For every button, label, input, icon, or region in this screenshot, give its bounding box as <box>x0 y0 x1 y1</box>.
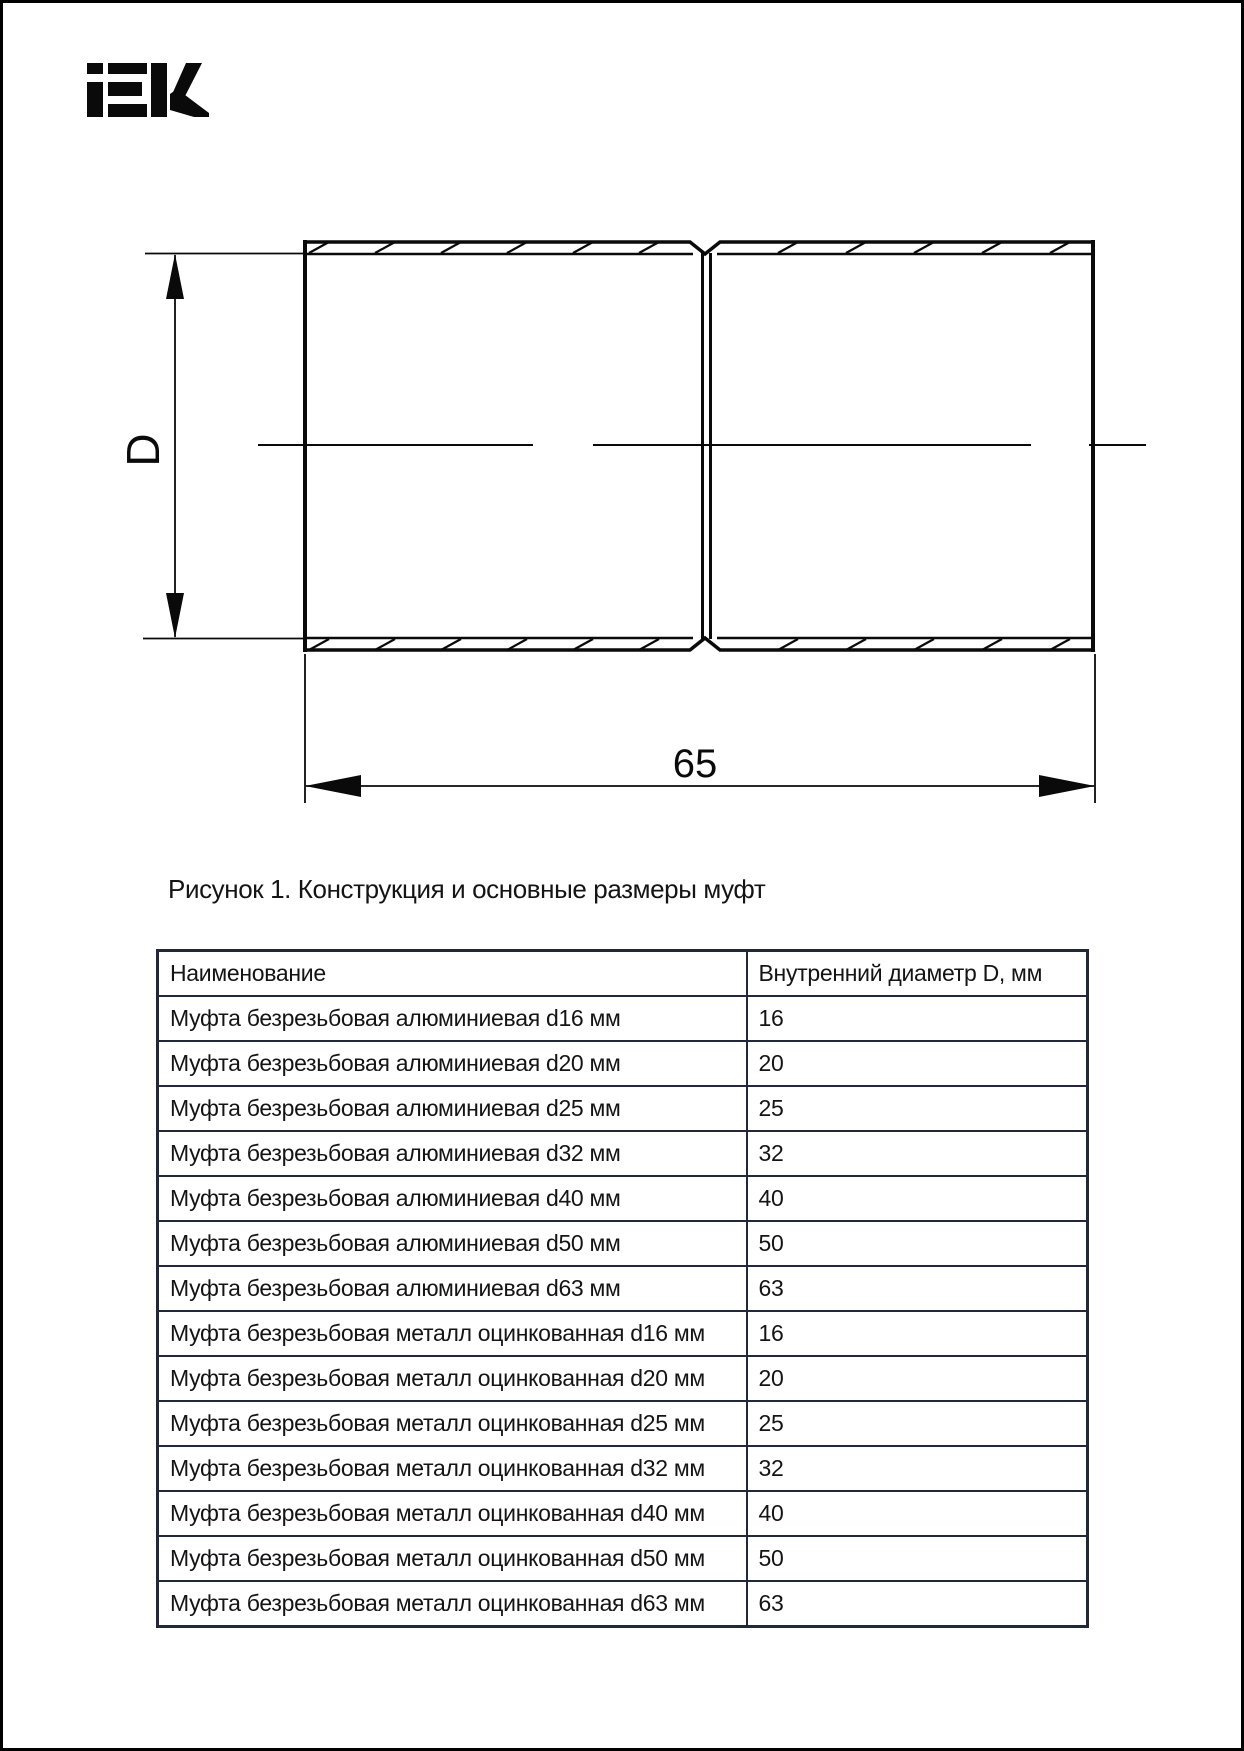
diameter-cell: 20 <box>747 1356 1088 1401</box>
figure-caption: Рисунок 1. Конструкция и основные размеры муфт <box>168 874 766 904</box>
table-row <box>158 996 1088 1041</box>
table-row <box>158 1581 1088 1627</box>
table-row <box>158 1401 1088 1446</box>
product-name-cell: Муфта безрезьбовая алюминиевая d32 мм <box>158 1131 747 1176</box>
diameter-cell: 25 <box>747 1086 1088 1131</box>
diameter-cell: 63 <box>747 1266 1088 1311</box>
product-name-cell: Муфта безрезьбовая алюминиевая d16 мм <box>158 996 747 1041</box>
col-header-name: Наименование <box>158 951 747 997</box>
col-header-diameter: Внутренний диаметр D, мм <box>747 951 1088 997</box>
product-name-cell: Муфта безрезьбовая металл оцинкованная d16 мм <box>158 1311 747 1356</box>
product-name-cell: Муфта безрезьбовая металл оцинкованная d63 мм <box>158 1581 747 1627</box>
product-name-cell: Муфта безрезьбовая металл оцинкованная d50 мм <box>158 1536 747 1581</box>
diameter-cell: 50 <box>747 1536 1088 1581</box>
product-name-cell: Муфта безрезьбовая алюминиевая d63 мм <box>158 1266 747 1311</box>
diameter-cell: 20 <box>747 1041 1088 1086</box>
product-name-cell: Муфта безрезьбовая алюминиевая d20 мм <box>158 1041 747 1086</box>
diameter-cell: 63 <box>747 1581 1088 1627</box>
diameter-cell: 40 <box>747 1176 1088 1221</box>
diameter-cell: 16 <box>747 1311 1088 1356</box>
product-name-cell: Муфта безрезьбовая металл оцинкованная d40 мм <box>158 1491 747 1536</box>
diameter-cell: 32 <box>747 1131 1088 1176</box>
table-row <box>158 1176 1088 1221</box>
product-name-cell: Муфта безрезьбовая металл оцинкованная d20 мм <box>158 1356 747 1401</box>
dim-65-label: 65 <box>672 742 718 786</box>
table-row <box>158 1041 1088 1086</box>
product-name-cell: Муфта безрезьбовая металл оцинкованная d25 мм <box>158 1401 747 1446</box>
table-row <box>158 1356 1088 1401</box>
table-row <box>158 1131 1088 1176</box>
product-table <box>156 949 1089 1628</box>
diameter-cell: 32 <box>747 1446 1088 1491</box>
dim-d-label: D <box>117 433 169 467</box>
dimension-65 <box>305 654 1095 803</box>
table-row <box>158 1491 1088 1536</box>
table-row <box>158 1446 1088 1491</box>
table-row <box>158 1311 1088 1356</box>
product-name-cell: Муфта безрезьбовая алюминиевая d25 мм <box>158 1086 747 1131</box>
product-name-cell: Муфта безрезьбовая алюминиевая d50 мм <box>158 1221 747 1266</box>
table-row <box>158 1221 1088 1266</box>
product-name-cell: Муфта безрезьбовая металл оцинкованная d32 мм <box>158 1446 747 1491</box>
table-row <box>158 1086 1088 1131</box>
product-name-cell: Муфта безрезьбовая алюминиевая d40 мм <box>158 1176 747 1221</box>
diameter-cell: 25 <box>747 1401 1088 1446</box>
table-row <box>158 1536 1088 1581</box>
table-row <box>158 1266 1088 1311</box>
diameter-cell: 16 <box>747 996 1088 1041</box>
table-header-row <box>158 951 1088 997</box>
technical-drawing <box>3 3 1244 833</box>
diameter-cell: 50 <box>747 1221 1088 1266</box>
diameter-cell: 40 <box>747 1491 1088 1536</box>
